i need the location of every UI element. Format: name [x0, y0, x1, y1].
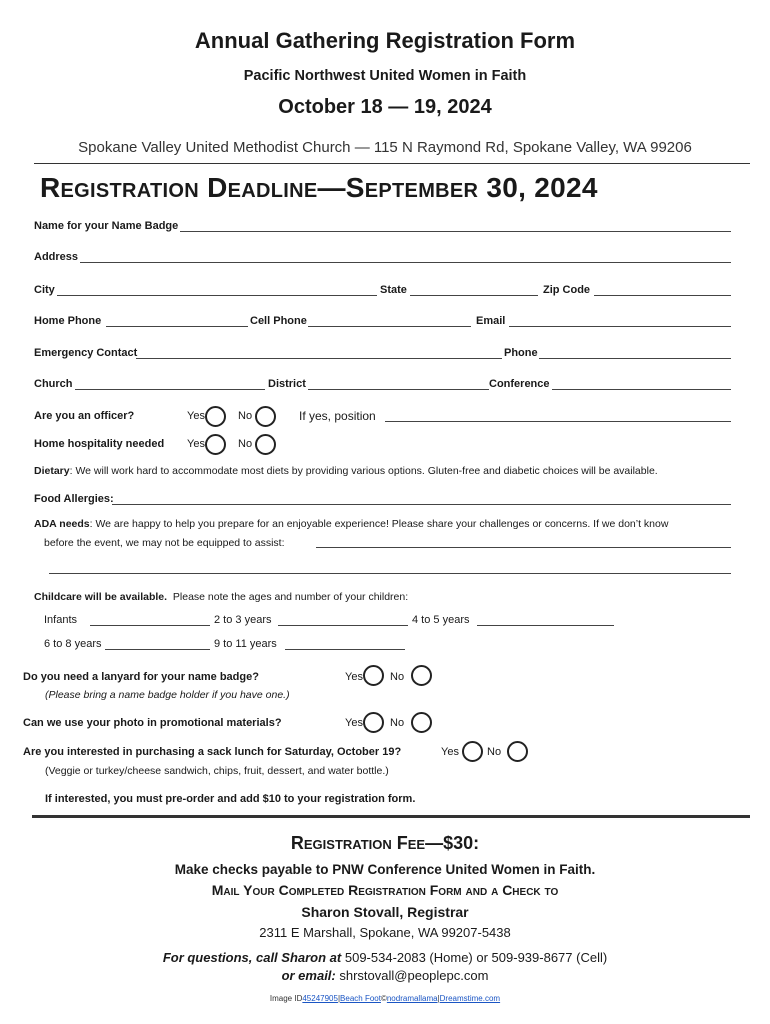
- photo-yes-radio[interactable]: [363, 712, 384, 733]
- city-label: City: [34, 284, 55, 296]
- age-4-5-field[interactable]: [477, 625, 614, 626]
- lanyard-no-label: No: [390, 671, 405, 683]
- image-credit: [0, 994, 770, 1003]
- city-field[interactable]: [57, 295, 377, 296]
- age-2-3-label: 2 to 3 years: [214, 614, 272, 626]
- credit-separator-1: |: [337, 994, 341, 1003]
- age-9-11-label: 9 to 11 years: [214, 638, 277, 650]
- lunch-preorder-note: If interested, you must pre-order and add $10 to your registration form.: [45, 793, 416, 805]
- officer-question: Are you an officer?: [34, 410, 135, 422]
- age-6-8-label: 6 to 8 years: [44, 638, 102, 650]
- fee-title: Registration Fee—$30:: [290, 833, 480, 853]
- checks-payable: Make checks payable to PNW Conference United Women in Faith.: [174, 862, 596, 877]
- lunch-no-label: No: [487, 746, 502, 758]
- cell-phone-field[interactable]: [308, 326, 471, 327]
- registrar-address: 2311 E Marshall, Spokane, WA 99207-5438: [259, 925, 511, 940]
- registrar-email[interactable]: shrstovall@peoplepc.com: [339, 968, 489, 983]
- organization-name: Pacific Northwest United Women in Faith: [243, 68, 527, 84]
- dietary-label: Dietary: [34, 465, 70, 477]
- lunch-question: Are you interested in purchasing a sack lunch for Saturday, October 19?: [23, 746, 402, 758]
- address-label: Address: [34, 251, 79, 263]
- credit-title-link[interactable]: Beach Foot: [340, 994, 381, 1003]
- name-badge-label: Name for your Name Badge: [34, 220, 179, 232]
- email-label: Email: [476, 315, 506, 327]
- ada-text: : We are happy to help you prepare for an enjoyable experience! Please share your challenges or concerns. If we don’t know: [89, 518, 669, 530]
- lunch-no-radio[interactable]: [507, 741, 528, 762]
- hospitality-yes-radio[interactable]: [205, 434, 226, 455]
- cell-phone-label: Cell Phone: [250, 315, 307, 327]
- questions-prefix: For questions, call Sharon at: [162, 950, 342, 965]
- registration-deadline: Registration Deadline—September 30, 2024: [40, 172, 598, 203]
- credit-image-id-link[interactable]: 45247905: [302, 994, 338, 1003]
- officer-yes-label: Yes: [187, 410, 205, 422]
- home-phone-label: Home Phone: [34, 315, 102, 327]
- infants-label: Infants: [44, 614, 78, 626]
- age-6-8-field[interactable]: [105, 649, 210, 650]
- lunch-note: (Veggie or turkey/cheese sandwich, chips, fruit, dessert, and water bottle.): [45, 765, 389, 777]
- emergency-contact-field[interactable]: [136, 358, 502, 359]
- credit-separator-2: |: [437, 994, 440, 1003]
- position-label: If yes, position: [299, 409, 376, 423]
- hospitality-question: Home hospitality needed: [34, 438, 165, 450]
- ada-label: ADA needs: [34, 518, 90, 530]
- fee-divider: [32, 815, 750, 818]
- photo-yes-label: Yes: [345, 717, 363, 729]
- lanyard-yes-radio[interactable]: [363, 665, 384, 686]
- credit-site-link[interactable]: Dreamstime.com: [439, 994, 501, 1003]
- questions-line: [0, 950, 770, 965]
- header-divider: [34, 163, 750, 164]
- lanyard-yes-label: Yes: [345, 671, 363, 683]
- photo-question: Can we use your photo in promotional materials?: [23, 717, 282, 729]
- district-label: District: [268, 378, 306, 390]
- home-phone-field[interactable]: [106, 326, 248, 327]
- event-venue: Spokane Valley United Methodist Church — 115 N Raymond Rd, Spokane Valley, WA 99206: [78, 139, 692, 156]
- lanyard-no-radio[interactable]: [411, 665, 432, 686]
- mail-instruction: Mail Your Completed Registration Form and a Check to: [211, 882, 559, 898]
- conference-label: Conference: [489, 378, 550, 390]
- ada-field-1[interactable]: [316, 547, 731, 548]
- form-title: Annual Gathering Registration Form: [194, 28, 576, 53]
- age-9-11-field[interactable]: [285, 649, 405, 650]
- lanyard-note: (Please bring a name badge holder if you have one.): [45, 689, 290, 701]
- credit-author-link[interactable]: nodramallama: [386, 994, 438, 1003]
- childcare-text: Please note the ages and number of your children:: [172, 591, 409, 603]
- phone-label: Phone: [504, 347, 538, 359]
- hospitality-yes-label: Yes: [187, 438, 205, 450]
- officer-no-label: No: [238, 410, 253, 422]
- credit-prefix: Image ID: [269, 994, 303, 1003]
- ada-note: [34, 518, 668, 530]
- credit-copyright: ©: [380, 994, 387, 1003]
- questions-phones: 509-534-2083 (Home) or 509-939-8677 (Cell): [344, 950, 608, 965]
- hospitality-no-radio[interactable]: [255, 434, 276, 455]
- childcare-note: [34, 591, 408, 603]
- email-field[interactable]: [509, 326, 731, 327]
- ada-field-2[interactable]: [49, 573, 731, 574]
- address-field[interactable]: [80, 262, 731, 263]
- registrar-name: Sharon Stovall, Registrar: [301, 904, 469, 920]
- officer-yes-radio[interactable]: [205, 406, 226, 427]
- church-label: Church: [34, 378, 73, 390]
- food-allergies-field[interactable]: [112, 504, 731, 505]
- zip-label: Zip Code: [543, 284, 591, 296]
- emergency-contact-label: Emergency Contact: [34, 347, 138, 359]
- age-4-5-label: 4 to 5 years: [412, 614, 470, 626]
- lunch-yes-label: Yes: [441, 746, 459, 758]
- age-2-3-field[interactable]: [278, 625, 408, 626]
- hospitality-no-label: No: [238, 438, 253, 450]
- state-field[interactable]: [410, 295, 538, 296]
- officer-no-radio[interactable]: [255, 406, 276, 427]
- lanyard-question: Do you need a lanyard for your name badge?: [23, 671, 259, 683]
- dietary-note: [34, 465, 658, 477]
- email-line: [0, 968, 770, 983]
- church-field[interactable]: [75, 389, 265, 390]
- conference-field[interactable]: [552, 389, 731, 390]
- lunch-yes-radio[interactable]: [462, 741, 483, 762]
- photo-no-radio[interactable]: [411, 712, 432, 733]
- state-label: State: [380, 284, 407, 296]
- position-field[interactable]: [385, 421, 731, 422]
- ada-text-2: before the event, we may not be equipped to assist:: [44, 537, 285, 549]
- zip-field[interactable]: [594, 295, 731, 296]
- email-prefix: or email:: [281, 968, 336, 983]
- name-badge-field[interactable]: [180, 231, 731, 232]
- photo-no-label: No: [390, 717, 405, 729]
- childcare-label: Childcare will be available.: [34, 591, 168, 603]
- infants-field[interactable]: [90, 625, 210, 626]
- district-field[interactable]: [308, 389, 489, 390]
- emergency-phone-field[interactable]: [539, 358, 731, 359]
- event-dates: October 18 — 19, 2024: [278, 96, 492, 118]
- dietary-text: : We will work hard to accommodate most diets by providing various options. Gluten-free and diabetic choices will be available.: [69, 465, 658, 477]
- food-allergies-label: Food Allergies:: [34, 493, 114, 505]
